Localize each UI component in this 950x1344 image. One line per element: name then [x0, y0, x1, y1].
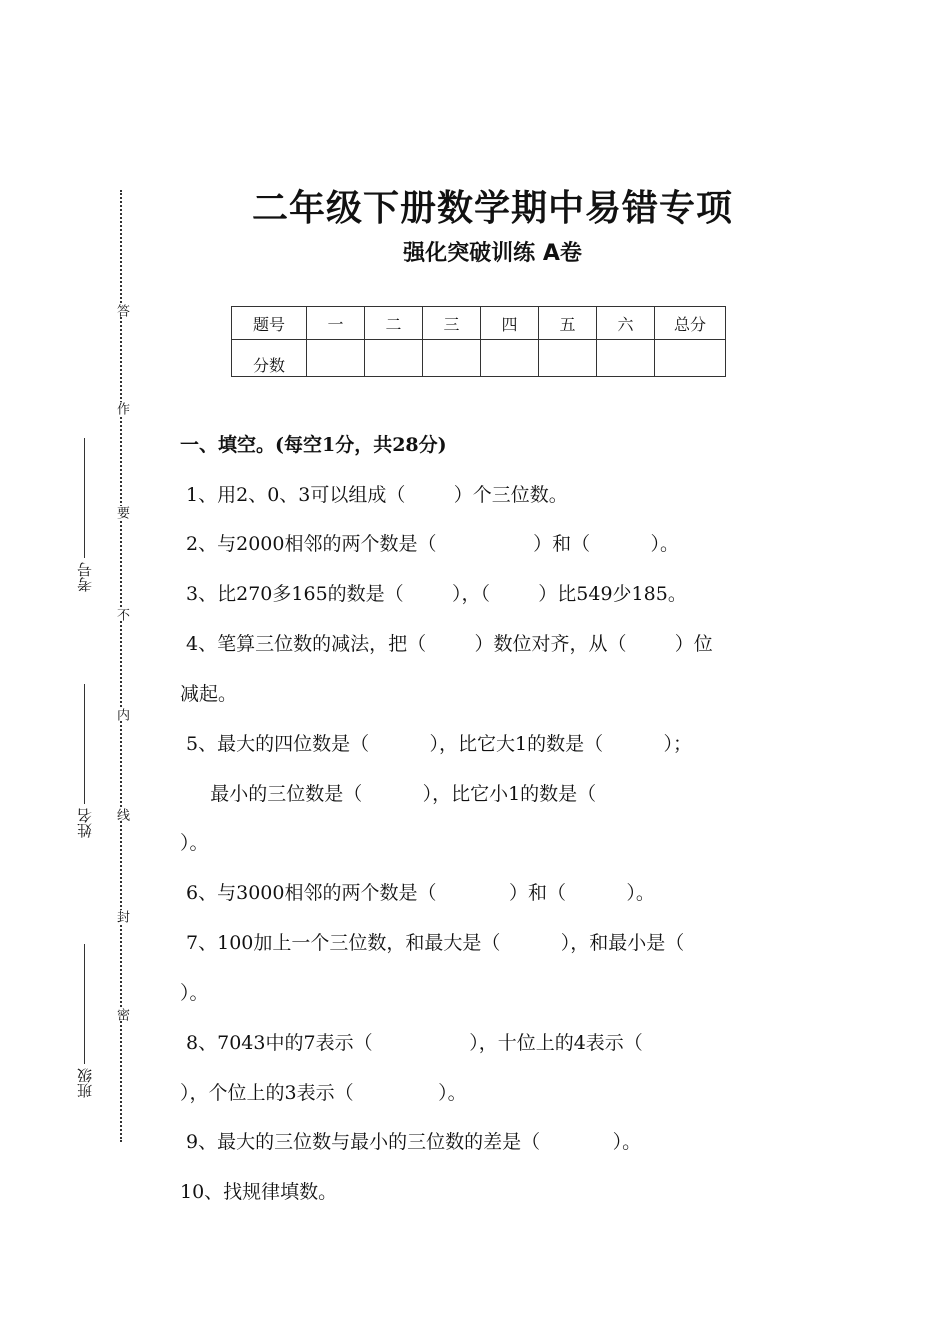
exam-number-field[interactable]	[74, 438, 95, 592]
section-heading: 一、填空。(每空1分，共28分)	[180, 434, 447, 456]
class-line	[85, 944, 86, 1064]
score-table	[231, 306, 726, 377]
score-input-cell[interactable]	[307, 340, 365, 377]
question-line: 10、找规律填数。	[180, 1181, 338, 1203]
score-input-cell[interactable]	[481, 340, 539, 377]
seal-char: 答	[114, 304, 129, 317]
seal-char: 密	[114, 1008, 129, 1021]
name-field[interactable]	[74, 684, 95, 838]
score-input-cell[interactable]	[597, 340, 655, 377]
question-line: 3、比270多165的数是（ ），（ ）比549少185。	[180, 583, 687, 605]
score-header-cell: 题号	[232, 307, 307, 340]
question-line: ）。	[180, 982, 209, 1004]
score-header-cell: 总分	[655, 307, 726, 340]
question-line: 7、100加上一个三位数，和最大是（ ），和最小是（	[180, 932, 685, 954]
class-field[interactable]	[74, 944, 95, 1098]
score-input-cell[interactable]	[365, 340, 423, 377]
seal-dotted-line	[120, 190, 122, 1142]
score-header-cell: 四	[481, 307, 539, 340]
name-line	[85, 684, 86, 804]
name-label: 姓名	[76, 808, 94, 838]
class-label: 班级	[76, 1068, 94, 1098]
seal-char: 封	[114, 910, 129, 923]
question-line: 最小的三位数是（ ），比它小1的数是（	[180, 783, 597, 805]
seal-char: 要	[114, 506, 129, 519]
score-row-label: 分数	[232, 340, 307, 377]
question-line: ），个位上的3表示（ ）。	[180, 1082, 467, 1104]
seal-char: 线	[114, 808, 129, 821]
question-line: 4、笔算三位数的减法，把（ ）数位对齐，从（ ）位	[180, 633, 713, 655]
document-title: 二年级下册数学期中易错专项	[251, 188, 733, 229]
question-line: 5、最大的四位数是（ ），比它大1的数是（ ）；	[180, 733, 693, 755]
score-header-cell: 五	[539, 307, 597, 340]
score-header-cell: 二	[365, 307, 423, 340]
score-input-cell[interactable]	[423, 340, 481, 377]
exam-number-line	[85, 438, 86, 558]
exam-number-label: 考号	[76, 562, 94, 592]
score-input-cell[interactable]	[539, 340, 597, 377]
score-table-header-row	[232, 307, 726, 340]
question-line: ）。	[180, 832, 209, 854]
seal-char: 作	[114, 402, 129, 415]
document-subtitle: 强化突破训练 A卷	[403, 241, 582, 266]
question-line: 减起。	[180, 683, 238, 705]
question-line: 1、用2、0、3可以组成（ ）个三位数。	[180, 484, 568, 506]
question-line: 9、最大的三位数与最小的三位数的差是（ ）。	[180, 1131, 642, 1153]
seal-char: 不	[114, 608, 129, 621]
question-line: 6、与3000相邻的两个数是（ ）和（ ）。	[180, 882, 655, 904]
score-header-cell: 一	[307, 307, 365, 340]
score-input-cell[interactable]	[655, 340, 726, 377]
question-line: 2、与2000相邻的两个数是（ ）和（ ）。	[180, 533, 680, 555]
question-line: 8、7043中的7表示（ ），十位上的4表示（	[180, 1032, 643, 1054]
seal-char: 内	[114, 708, 129, 721]
score-header-cell: 六	[597, 307, 655, 340]
score-header-cell: 三	[423, 307, 481, 340]
score-table-score-row	[232, 340, 726, 377]
